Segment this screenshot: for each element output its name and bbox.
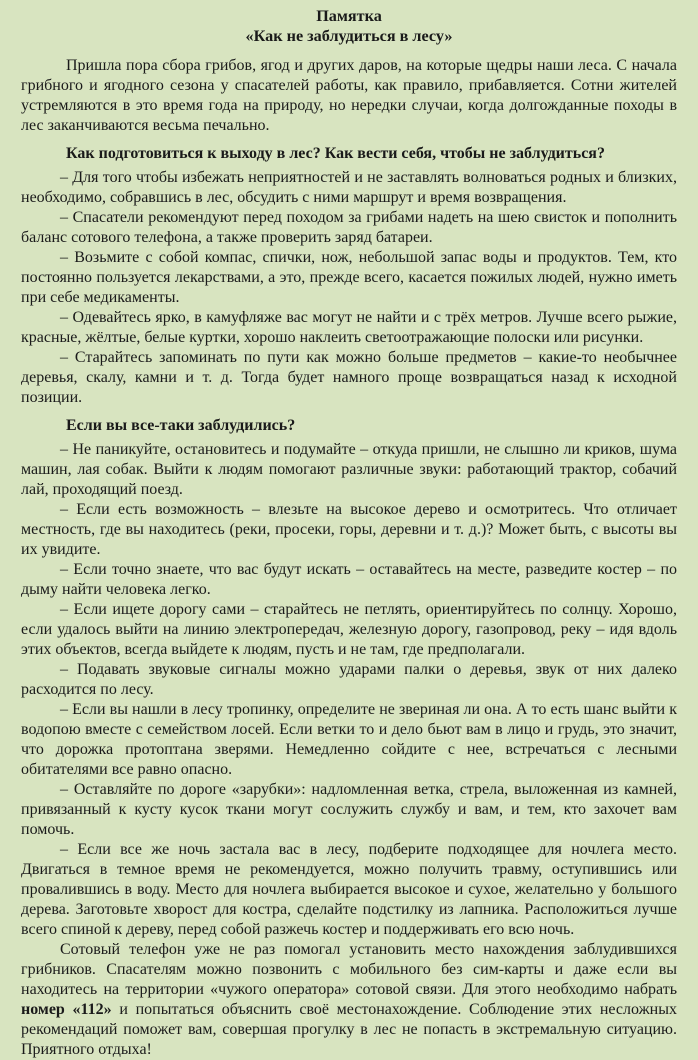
preparation-item: – Спасатели рекомендуют перед походом за грибами надеть на шею свисток и пополнить баланс сотового телефона, а также проверить заряд батареи. <box>21 209 677 246</box>
intro-paragraph: Пришла пора сбора грибов, ягод и других даров, на которые щедры наши леса. С начала грибного и ягодного сезона у спасателей работы, как правило, прибавляется. Сотни жителей устремляются в это время года на природу, но нередки случаи, когда долгожданные походы в лес заканчиваются весьма печально. <box>21 57 677 134</box>
preparation-item: – Для того чтобы избежать неприятностей и не заставлять волноваться родных и близких, необходимо, собравшись в лес, обсудить с ними маршрут и время возвращения. <box>21 169 677 206</box>
memo-title: Памятка <box>316 7 382 25</box>
lost-advice-item: – Если ищете дорогу сами – старайтесь не петлять, ориентируйтесь по солнцу. Хорошо, если удалось выйти на линию электропередач, железную дорогу, газопровод, реку – идя вдоль этих объектов, всегда выйдете к людям, пусть и не там, где предполагали. <box>21 601 677 658</box>
section-heading-lost: Если вы все-таки заблудились? <box>66 417 296 434</box>
lost-advice-item: – Если все же ночь застала вас в лесу, подберите подходящее для ночлега место. Двигаться в темное время не рекомендуется, можно получить травму, оступившись или провалившись в воду. Место для ночлега выбирается высокое и сухое, желательно у большого дерева. Заготовьте хворост для костра, сделайте подстилку из лапника. Расположиться лучше всего спиной к дереву, перед собой разжечь костер и поддерживать его всю ночь. <box>21 841 677 938</box>
lost-advice-item: – Не паникуйте, остановитесь и подумайте – откуда пришли, не слышно ли криков, шума машин, лая собак. Выйти к людям помогают различные звуки: работающий трактор, собачий лай, проходящий поезд. <box>21 441 677 498</box>
lost-advice-item: – Если вы нашли в лесу тропинку, определите не звериная ли она. А то есть шанс выйти к водопою вместе с семейством лосей. Если ветки то и дело бьют вам в лицо и грудь, это значит, что дорожка протоптана зверями. Немедленно сойдите с нее, встречаться с лесными обитателями все равно опасно. <box>21 701 677 778</box>
lost-advice-item: – Если точно знаете, что вас будут искать – оставайтесь на месте, разведите костер – по дыму найти человека легко. <box>21 561 677 598</box>
section-heading-preparation: Как подготовиться к выходу в лес? Как вести себя, чтобы не заблудиться? <box>66 145 605 162</box>
lost-advice-item: – Подавать звуковые сигналы можно ударами палки о деревья, звук от них далеко расходится по лесу. <box>21 661 677 698</box>
closing-text-after: и попытаться объяснить своё местонахождение. Соблюдение этих несложных рекомендаций поможет вам, совершая прогулку в лес не попасть в экстремальную ситуацию. Приятного отдыха! <box>21 1001 677 1058</box>
emergency-number: номер «112» <box>21 1001 112 1018</box>
lost-advice-item: – Оставляйте по дороге «зарубки»: надломленная ветка, стрела, выложенная из камней, привязанный к кусту кусок ткани могут сослужить службу и вам, и тем, кто захочет вам помочь. <box>21 781 677 838</box>
preparation-item: – Одевайтесь ярко, в камуфляже вас могут не найти и с трёх метров. Лучше всего рыжие, красные, жёлтые, белые куртки, хорошо наклеить светоотражающие полоски или рисунки. <box>21 309 677 346</box>
closing-paragraph <box>21 940 677 1060</box>
closing-text-before: Сотовый телефон уже не раз помогал установить место нахождения заблудившихся грибников. Спасателям можно позвонить с мобильного без сим-карты и даже если вы находитесь на территории «чужого оператора» сотовой связи. Для этого необходимо набрать <box>21 941 677 998</box>
memo-subtitle: «Как не заблудиться в лесу» <box>245 27 453 45</box>
lost-advice-item: – Если есть возможность – влезьте на высокое дерево и осмотритесь. Что отличает местность, где вы находитесь (реки, просеки, горы, деревни и т. д.)? Может быть, с высоты вы их увидите. <box>21 501 677 558</box>
preparation-item: – Возьмите с собой компас, спички, нож, небольшой запас воды и продуктов. Тем, кто постоянно пользуется лекарствами, а это, прежде всего, касается пожилых людей, нужно иметь при себе медикаменты. <box>21 249 677 306</box>
preparation-item: – Старайтесь запоминать по пути как можно больше предметов – какие-то необычнее деревья, скалу, камни и т. д. Тогда будет намного проще возвращаться назад к исходной позиции. <box>21 349 677 406</box>
